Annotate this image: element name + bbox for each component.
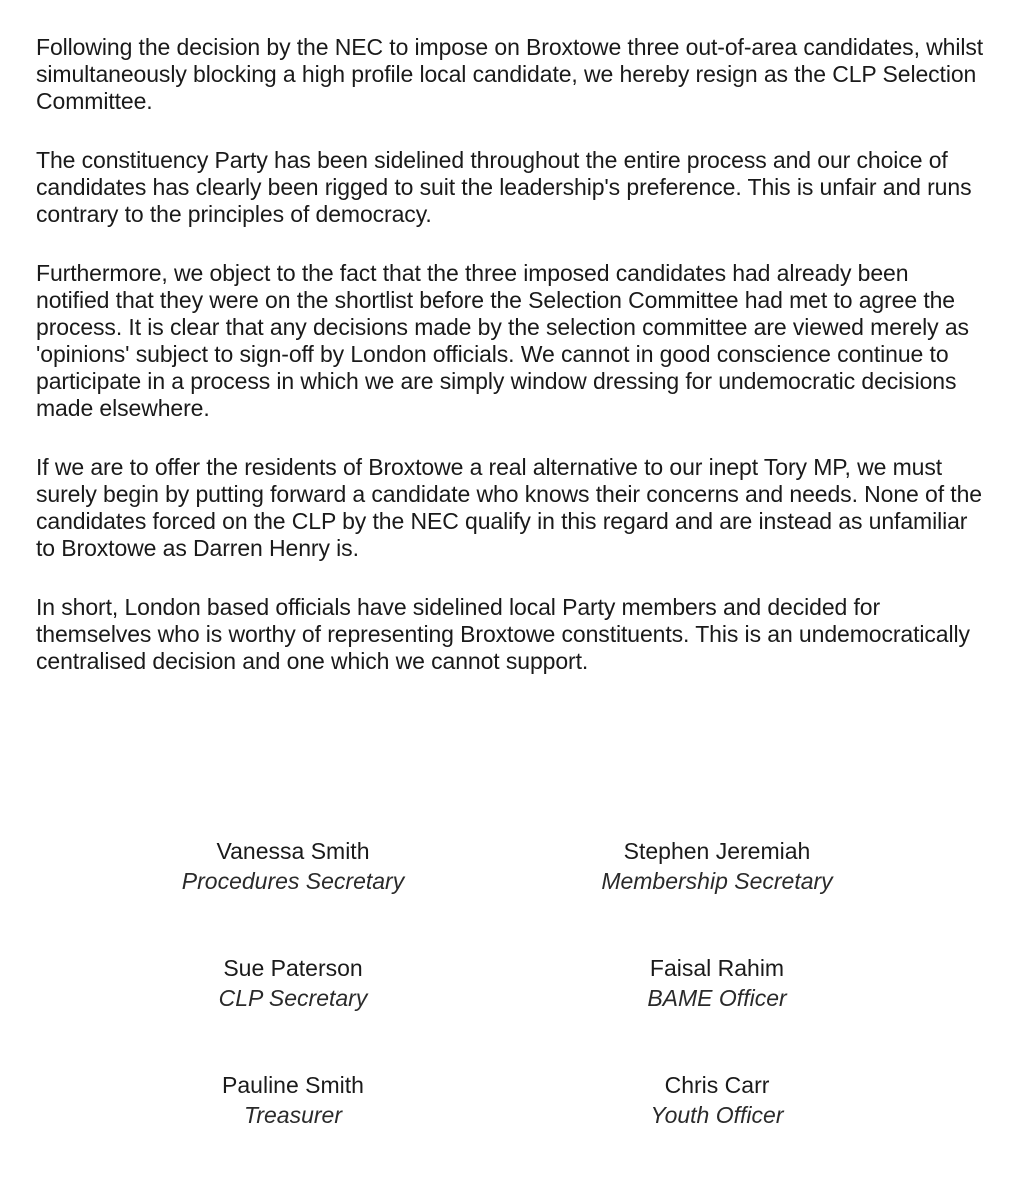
- signatory-name: Pauline Smith: [222, 1072, 364, 1098]
- paragraph-3: Furthermore, we object to the fact that the three imposed candidates had already been notified that they were on the shortlist before the Selection Committee had met to agree the process. It is clear that any decisions made by the selection committee are viewed merely as 'opinions' subject to sign-off by London officials. We cannot in good conscience continue to participate in a process in which we are simply window dressing for undemocratic decisions made elsewhere.: [36, 260, 969, 421]
- signatory-name: Sue Paterson: [223, 955, 363, 981]
- paragraph-1: Following the decision by the NEC to impose on Broxtowe three out-of-area candidates, whilst simultaneously blocking a high profile local candidate, we hereby resign as the CLP Selection Committee.: [36, 34, 984, 114]
- paragraph-4: If we are to offer the residents of Broxtowe a real alternative to our inept Tory MP, we must surely begin by putting forward a candidate who knows their concerns and needs. None of the candidates forced on the CLP by the NEC qualify in this regard and are instead as unfamiliar to Broxtowe as Darren Henry is.: [36, 454, 982, 561]
- letter-body: [36, 34, 986, 707]
- signatory-name: Chris Carr: [664, 1072, 770, 1098]
- signatory-role: Procedures Secretary: [181, 868, 405, 894]
- signatory-vanessa-smith: [133, 836, 453, 896]
- signatory-name: Vanessa Smith: [216, 838, 370, 864]
- signatory-role: Youth Officer: [650, 1102, 784, 1128]
- signatory-faisal-rahim: [557, 953, 877, 1013]
- paragraph-2: The constituency Party has been sidelined throughout the entire process and our choice of candidates has clearly been rigged to suit the leadership's preference. This is unfair and runs contrary to the principles of democracy.: [36, 147, 972, 227]
- signatory-role: Treasurer: [244, 1102, 342, 1128]
- paragraph-5: In short, London based officials have sidelined local Party members and decided for themselves who is worthy of representing Broxtowe constituents. This is an undemocratically centralised decision and one which we cannot support.: [36, 594, 970, 674]
- signatory-role: BAME Officer: [647, 985, 787, 1011]
- signatory-role: Membership Secretary: [601, 868, 833, 894]
- signatory-chris-carr: [557, 1070, 877, 1130]
- signatory-name: Stephen Jeremiah: [623, 838, 811, 864]
- signatory-pauline-smith: [133, 1070, 453, 1130]
- signatory-role: CLP Secretary: [218, 985, 368, 1011]
- signatory-stephen-jeremiah: [557, 836, 877, 896]
- signatory-sue-paterson: [133, 953, 453, 1013]
- signatory-name: Faisal Rahim: [649, 955, 785, 981]
